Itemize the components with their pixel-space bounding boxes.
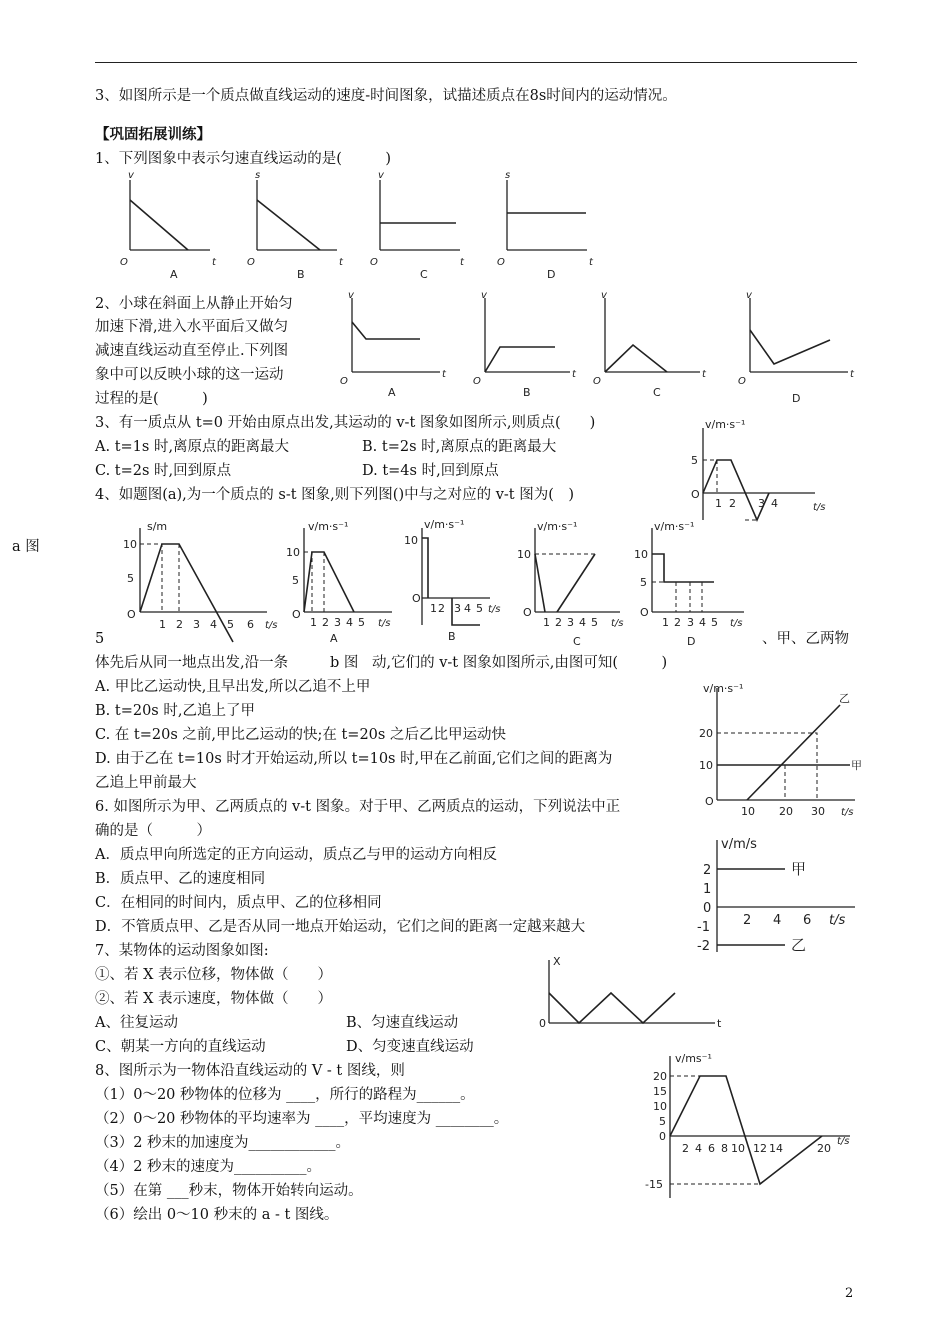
svg-text:12: 12 [753,1142,767,1155]
svg-text:t: t [589,257,593,268]
svg-text:A: A [330,632,338,645]
svg-text:O: O [593,376,601,387]
q8-text: 8、图所示为一物体沿直线运动的 V - t 图线，则 [95,1063,405,1079]
q2-line-2: 加速下滑,进入水平面后又做匀 [95,319,289,335]
q8-item-1: （1）0～20 秒物体的位移为 ____，所行的路程为______。 [95,1087,475,1103]
q5-text-tail: 、甲、乙两物 [762,631,849,647]
svg-text:10: 10 [653,1100,667,1113]
svg-text:2: 2 [322,616,329,629]
svg-text:乙: 乙 [791,936,807,954]
q1-graph-c [370,170,465,281]
svg-text:20: 20 [699,727,713,740]
svg-text:甲: 甲 [851,759,862,772]
q4-graph-choice-c [515,520,635,648]
svg-text:t: t [702,369,706,380]
svg-text:2: 2 [438,602,445,615]
q7-option-c: C、朝某一方向的直线运动 [95,1039,266,1055]
svg-text:3: 3 [193,618,200,631]
q2-graph-c [593,290,707,399]
svg-text:O: O [497,257,505,268]
svg-text:4: 4 [210,618,217,631]
q4-b-label: b 图 [330,655,359,671]
q8-item-4: （4）2 秒末的速度为__________。 [95,1159,322,1175]
q7-option-d: D、匀变速直线运动 [346,1039,474,1055]
svg-text:C: C [573,635,581,648]
svg-text:O: O [640,606,649,619]
svg-text:v: v [348,290,354,301]
svg-text:10: 10 [699,759,713,772]
svg-text:v/m·s⁻¹: v/m·s⁻¹ [705,418,746,431]
q4-a-label: a 图 [12,539,40,555]
q3-option-c: C. t=2s 时,回到原点 [95,463,232,479]
svg-text:4: 4 [346,616,353,629]
svg-text:10: 10 [634,548,648,561]
svg-text:v/m/s: v/m/s [721,837,757,852]
svg-text:v: v [128,170,134,181]
svg-text:O: O [523,606,532,619]
svg-text:2: 2 [743,913,752,928]
svg-text:5: 5 [476,602,483,615]
q3-text: 3、有一质点从 t=0 开始由原点出发,其运动的 v-t 图象如图所示,则质点( ) [95,415,596,431]
svg-text:B: B [523,386,531,399]
q4-graph-choice-b [402,520,502,645]
svg-text:乙: 乙 [839,692,850,705]
svg-text:20: 20 [653,1070,667,1083]
svg-text:5: 5 [127,572,134,585]
q5-option-b: B. t=20s 时,乙追上了甲 [95,703,255,719]
q5-option-d-cont: 乙追上甲前最大 [95,775,197,791]
svg-text:D: D [792,392,801,405]
svg-text:6: 6 [803,913,812,928]
header-rule [95,62,857,63]
q2-line-5: 过程的是( ) [95,391,208,407]
svg-text:O: O [705,795,714,808]
svg-text:14: 14 [769,1142,783,1155]
svg-text:A: A [170,268,178,281]
q2-line-1: 2、小球在斜面上从静止开始匀 [95,296,293,312]
svg-text:t: t [717,1017,722,1030]
svg-text:5: 5 [640,576,647,589]
q6-line-2: 确的是（ ） [95,823,211,839]
svg-text:s: s [505,170,511,181]
q3-option-b: B. t=2s 时,离原点的距离最大 [362,439,557,455]
svg-text:5: 5 [227,618,234,631]
q3-graph [685,420,835,530]
svg-text:2: 2 [674,616,681,629]
svg-text:B: B [448,630,456,643]
svg-text:v: v [481,290,487,301]
q7-option-b: B、匀速直线运动 [346,1015,459,1031]
svg-text:v/ms⁻¹: v/ms⁻¹ [675,1052,712,1065]
svg-text:5: 5 [591,616,598,629]
svg-text:t: t [572,369,576,380]
svg-text:10: 10 [731,1142,745,1155]
svg-text:X: X [553,955,561,968]
svg-text:5: 5 [691,454,698,467]
svg-text:10: 10 [404,534,418,547]
svg-text:1: 1 [430,602,437,615]
svg-text:1: 1 [310,616,317,629]
q6-option-d: D．不管质点甲、乙是否从同一地点开始运动，它们之间的距离一定越来越大 [95,919,586,935]
q5-graph [695,680,870,820]
svg-text:s: s [255,170,261,181]
q6-option-b: B．质点甲、乙的速度相同 [95,871,266,887]
q3-option-a: A. t=1s 时,离原点的距离最大 [95,439,290,455]
svg-text:t: t [442,369,446,380]
q5-option-d: D. 由于乙在 t=10s 时才开始运动,所以 t=10s 时,甲在乙前面,它们之间的距离为 [95,751,613,767]
q2-graph-d [738,290,855,405]
svg-text:t: t [460,257,464,268]
svg-text:O: O [340,376,348,387]
svg-text:6: 6 [247,618,254,631]
q7-sub-1: ①、若 X 表示位移，物体做（ ） [95,967,333,983]
svg-text:t/s: t/s [378,618,391,629]
page-number: 2 [845,1286,854,1301]
svg-text:3: 3 [687,616,694,629]
svg-text:4: 4 [695,1142,702,1155]
q2-line-4: 象中可以反映小球的这一运动 [95,367,284,383]
svg-text:10: 10 [123,538,137,551]
q5-option-a: A. 甲比乙运动快,且早出发,所以乙追不上甲 [95,679,371,695]
svg-text:D: D [547,268,556,281]
svg-text:2: 2 [703,863,712,878]
q2-graphs [340,292,860,407]
q4-text: 4、如题图(a),为一个质点的 s-t 图象,则下列图()中与之对应的 v-t 图为( ) [95,487,575,503]
svg-text:D: D [687,635,696,648]
q5-line-2a: 体先后从同一地点出发,沿一条 [95,655,289,671]
svg-text:8: 8 [721,1142,728,1155]
svg-text:5: 5 [659,1115,666,1128]
svg-text:s/m: s/m [147,520,168,533]
svg-text:3: 3 [454,602,461,615]
svg-text:O: O [473,376,481,387]
svg-text:v: v [746,290,752,301]
svg-text:C: C [653,386,661,399]
svg-text:1: 1 [662,616,669,629]
svg-text:O: O [370,257,378,268]
svg-text:t/s: t/s [611,618,624,629]
svg-text:O: O [738,376,746,387]
svg-text:1: 1 [543,616,550,629]
q1-graph-a [120,170,217,281]
q8-item-3: （3）2 秒末的加速度为____________。 [95,1135,351,1151]
q5-line-2b: 动,它们的 v-t 图象如图所示,由图可知( ) [372,655,668,671]
svg-text:t: t [850,369,854,380]
svg-text:t/s: t/s [841,807,854,818]
q4-graph-choice-a [282,520,402,645]
svg-text:3: 3 [334,616,341,629]
q2-line-3: 减速直线运动直至停止.下列图 [95,343,289,359]
svg-text:20: 20 [817,1142,831,1155]
svg-text:O: O [292,608,301,621]
svg-text:1: 1 [715,497,722,510]
svg-text:O: O [691,488,700,501]
q6-line-1: 6. 如图所示为甲、乙两质点的 v-t 图象。对于甲、乙两质点的运动，下列说法中正 [95,799,621,815]
q2-graph-b [473,290,577,399]
svg-text:10: 10 [741,805,755,818]
svg-text:v: v [378,170,384,181]
svg-text:30: 30 [811,805,825,818]
svg-text:t/s: t/s [730,618,743,629]
svg-text:C: C [420,268,428,281]
svg-text:t: t [339,257,343,268]
svg-text:t/s: t/s [488,604,501,615]
q7-text: 7、某物体的运动图象如图: [95,943,269,959]
q5-option-c: C. 在 t=20s 之前,甲比乙运动的快;在 t=20s 之后乙比甲运动快 [95,727,506,743]
svg-text:1: 1 [703,882,712,897]
svg-text:4: 4 [464,602,471,615]
q7-option-a: A、往复运动 [95,1015,178,1031]
q5-number: 5 [95,631,105,647]
svg-text:15: 15 [653,1085,667,1098]
svg-text:1: 1 [159,618,166,631]
svg-text:2: 2 [176,618,183,631]
q8-graph [645,1048,860,1208]
q1-graph-d [497,170,594,281]
svg-text:3: 3 [567,616,574,629]
svg-text:20: 20 [779,805,793,818]
q1-graphs [110,170,610,285]
svg-text:3: 3 [758,497,765,510]
svg-text:-1: -1 [697,920,710,935]
svg-text:v: v [601,290,607,301]
svg-text:2: 2 [555,616,562,629]
svg-text:v/m·s⁻¹: v/m·s⁻¹ [654,520,695,533]
q8-item-5: （5）在第 ___秒末，物体开始转向运动。 [95,1183,363,1199]
svg-text:t/s: t/s [837,1136,850,1147]
q4-graph-a [115,520,278,645]
svg-text:v/m·s⁻¹: v/m·s⁻¹ [308,520,349,533]
svg-text:4: 4 [579,616,586,629]
svg-text:4: 4 [773,913,782,928]
q7-graph [535,955,735,1040]
svg-text:t/s: t/s [265,620,278,631]
q8-item-6: （6）绘出 0～10 秒末的 a - t 图线。 [95,1207,339,1223]
svg-text:10: 10 [517,548,531,561]
q8-item-2: （2）0～20 秒物体的平均速率为 ____，平均速度为 ________。 [95,1111,509,1127]
svg-text:O: O [127,608,136,621]
q7-sub-2: ②、若 X 表示速度，物体做（ ） [95,991,333,1007]
prev-question-3: 3、如图所示是一个质点做直线运动的速度-时间图象，试描述质点在8s时间内的运动情况。 [95,88,677,104]
svg-text:O: O [412,592,421,605]
svg-text:2: 2 [729,497,736,510]
svg-text:v/m·s⁻¹: v/m·s⁻¹ [424,518,465,531]
svg-text:t: t [212,257,216,268]
svg-text:v/m·s⁻¹: v/m·s⁻¹ [703,682,744,695]
q1-graph-b [247,170,344,281]
svg-text:A: A [388,386,396,399]
svg-text:6: 6 [708,1142,715,1155]
svg-text:-2: -2 [697,939,710,954]
q2-graph-a [340,290,447,399]
svg-text:O: O [120,257,128,268]
svg-text:5: 5 [292,574,299,587]
svg-text:v/m·s⁻¹: v/m·s⁻¹ [537,520,578,533]
svg-text:5: 5 [711,616,718,629]
section-title: 【巩固拓展训练】 [95,126,211,143]
svg-text:0: 0 [539,1017,546,1030]
svg-text:4: 4 [771,497,778,510]
svg-text:0: 0 [659,1130,666,1143]
svg-text:B: B [297,268,305,281]
svg-text:2: 2 [682,1142,689,1155]
q4-graph-choice-d [632,520,757,648]
q3-option-d: D. t=4s 时,回到原点 [362,463,499,479]
svg-text:甲: 甲 [791,860,807,878]
q6-graph [695,832,870,962]
svg-text:4: 4 [699,616,706,629]
svg-text:10: 10 [286,546,300,559]
svg-text:t/s: t/s [829,913,846,928]
q1-text: 1、下列图象中表示匀速直线运动的是( ) [95,151,392,167]
svg-text:5: 5 [358,616,365,629]
svg-text:t/s: t/s [813,502,826,513]
svg-text:-15: -15 [645,1178,663,1191]
svg-text:0: 0 [703,901,712,916]
q6-option-c: C．在相同的时间内，质点甲、乙的位移相同 [95,895,382,911]
svg-text:O: O [247,257,255,268]
q6-option-a: A．质点甲向所选定的正方向运动，质点乙与甲的运动方向相反 [95,847,497,863]
